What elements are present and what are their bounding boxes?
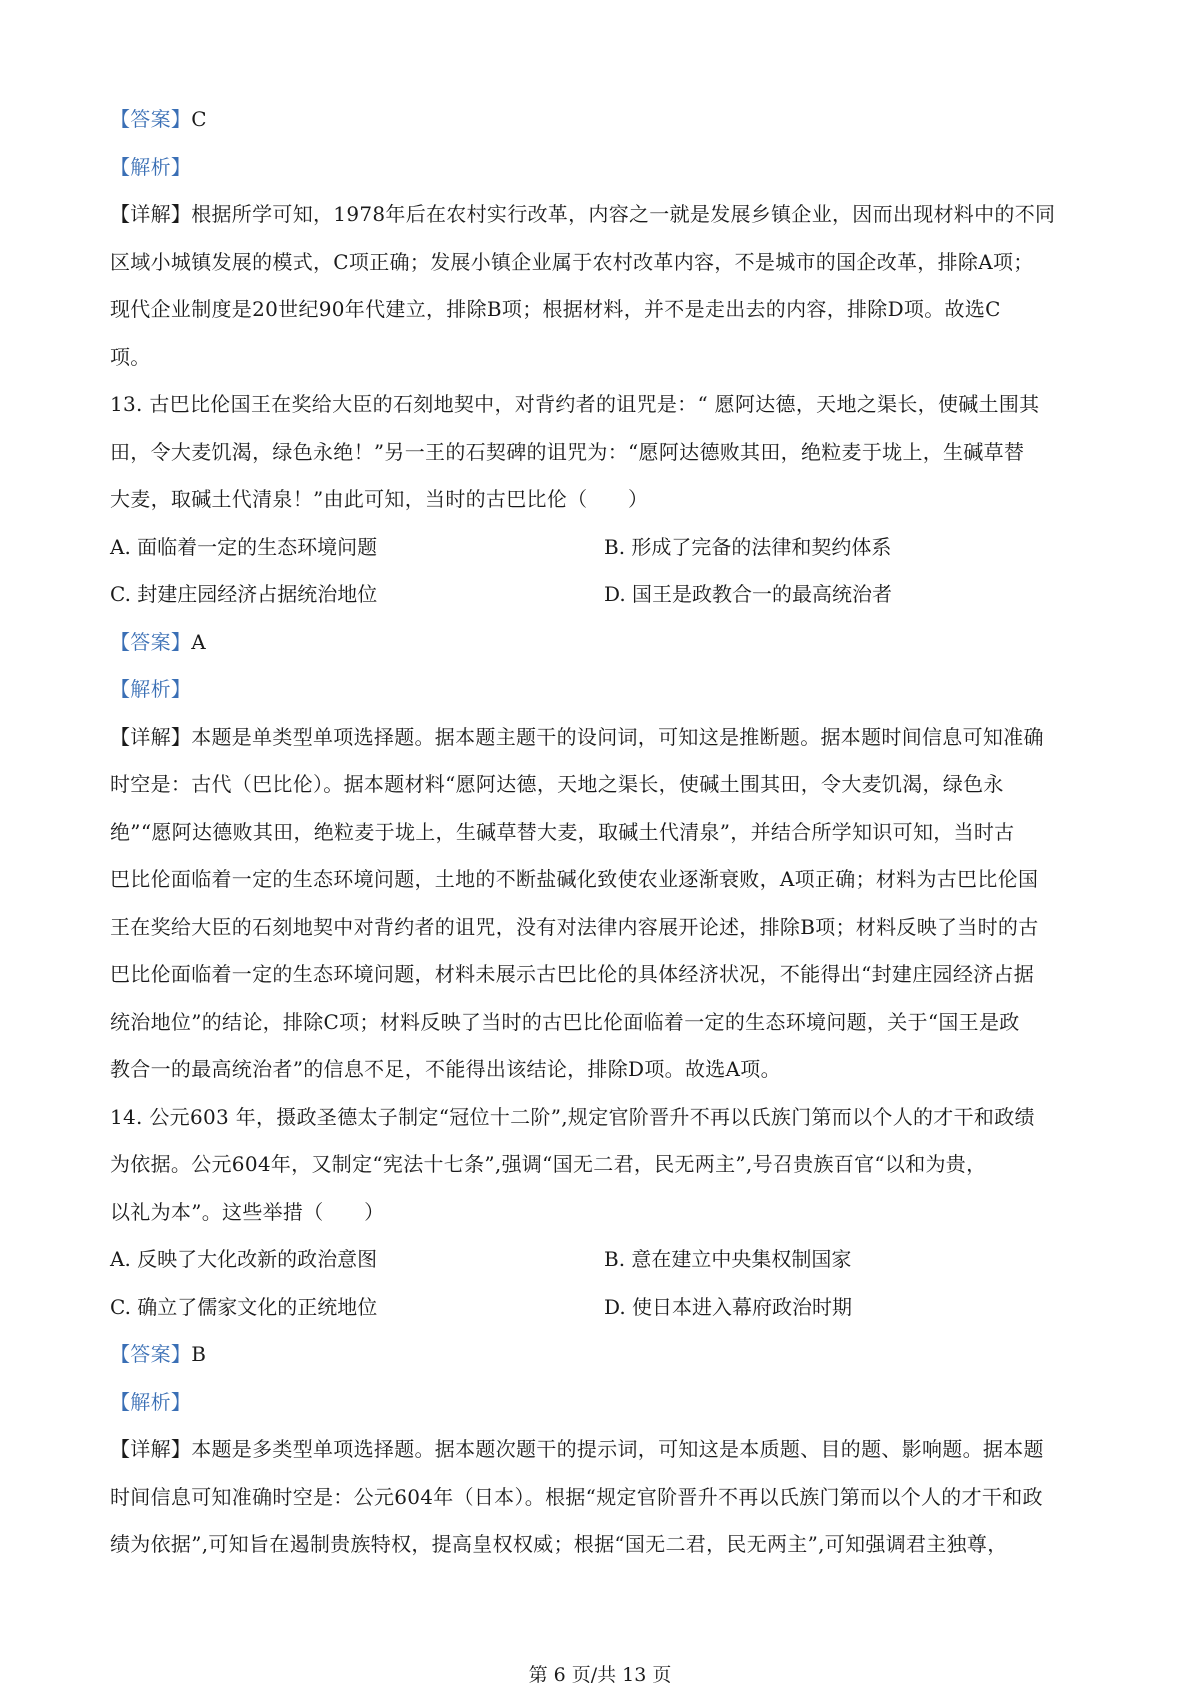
q13-answer xyxy=(110,619,1100,667)
q14-options-row-1 xyxy=(110,1236,1100,1284)
q12-detail-line-4: 项。 xyxy=(110,344,151,369)
answer-value: B xyxy=(191,1342,207,1366)
q13-stem-line-2: 田，令大麦饥渴，绿色永绝！”另一王的石契碑的诅咒为：“愿阿达德败其田，绝粒麦于垅上，生碱草替 xyxy=(110,439,1025,464)
page-number: 第 6 页/共 13 页 xyxy=(528,1664,672,1686)
q14-stem-line-3: 以礼为本”。这些举措（ ） xyxy=(110,1199,385,1224)
q13-detail-line-1 xyxy=(110,714,1100,762)
q14-stem-line-2: 为依据。公元604年，又制定“宪法十七条”,强调“国无二君，民无两主”,号召贵族百官“以和为贵， xyxy=(110,1152,987,1176)
detail-tag: 【详解】 xyxy=(110,724,192,749)
detail-text: 根据所学可知，1978年后在农村实行改革，内容之一就是发展乡镇企业，因而出现材料中的不同 xyxy=(191,202,1056,226)
q13-detail-line-4: 巴比伦面临着一定的生态环境问题，土地的不断盐碱化致使农业逐渐衰败，A项正确；材料为古巴比伦国 xyxy=(110,867,1039,891)
q13-detail-line-5: 王在奖给大臣的石刻地契中对背约者的诅咒，没有对法律内容展开论述，排除B项；材料反映了当时的古 xyxy=(110,914,1039,939)
q13-analysis xyxy=(110,666,1100,714)
q13-detail-line-6: 巴比伦面临着一定的生态环境问题，材料未展示古巴比伦的具体经济状况，不能得出“封建庄园经济占据 xyxy=(110,962,1035,986)
q13-detail-line-3: 绝”“愿阿达德败其田，绝粒麦于垅上，生碱草替大麦，取碱土代清泉”，并结合所学知识可知，当时古 xyxy=(110,819,1015,844)
detail-tag: 【详解】 xyxy=(110,1437,192,1461)
q14-options-row-2 xyxy=(110,1284,1100,1332)
answer-value: A xyxy=(191,629,206,654)
q13-stem-line-1: 13. 古巴比伦国王在奖给大臣的石刻地契中，对背约者的诅咒是：“ 愿阿达德，天地之渠长，使碱土围其 xyxy=(110,392,1040,416)
detail-text: 本题是多类型单项选择题。据本题次题干的提示词，可知这是本质题、目的题、影响题。据本题 xyxy=(191,1437,1044,1461)
q12-detail-line-1 xyxy=(110,191,1100,239)
q13-detail-line-2: 时空是：古代（巴比伦）。据本题材料“愿阿达德，天地之渠长，使碱土围其田，令大麦饥渴，绿色永 xyxy=(110,772,1004,796)
q14-answer xyxy=(110,1331,1100,1379)
q13-detail-line-8: 教合一的最高统治者”的信息不足，不能得出该结论，排除D项。故选A项。 xyxy=(110,1057,781,1081)
q14-detail-line-3: 绩为依据”,可知旨在遏制贵族特权，提高皇权权威；根据“国无二君，民无两主”,可知强调君主独尊， xyxy=(110,1532,1008,1556)
analysis-tag: 【解析】 xyxy=(110,677,192,701)
q14-detail-line-2: 时间信息可知准确时空是：公元604年（日本）。根据“规定官阶晋升不再以氏族门第而以个人的才干和政 xyxy=(110,1484,1043,1509)
q14-analysis xyxy=(110,1379,1100,1427)
q12-analysis xyxy=(110,144,1100,192)
q13-options-row-2 xyxy=(110,571,1100,619)
q13-detail-line-7: 统治地位”的结论，排除C项；材料反映了当时的古巴比伦面临着一定的生态环境问题，关于“国王是政 xyxy=(110,1009,1020,1034)
detail-tag: 【详解】 xyxy=(110,202,192,226)
q14-option-c: C. 确立了儒家文化的正统地位 xyxy=(110,1294,378,1319)
q13-stem-line-3: 大麦，取碱土代清泉！”由此可知，当时的古巴比伦（ ） xyxy=(110,487,649,511)
document-content xyxy=(110,96,1100,1569)
q14-option-a: A. 反映了大化改新的政治意图 xyxy=(110,1247,378,1271)
q13-option-b: B. 形成了完备的法律和契约体系 xyxy=(604,534,892,559)
q12-detail-line-2: 区域小城镇发展的模式，C项正确；发展小镇企业属于农村改革内容，不是城市的国企改革，排除A项； xyxy=(110,249,1034,274)
analysis-tag: 【解析】 xyxy=(110,154,192,179)
q13-options-row-1 xyxy=(110,524,1100,572)
q13-option-c: C. 封建庄园经济占据统治地位 xyxy=(110,582,378,606)
answer-tag: 【答案】 xyxy=(110,1342,192,1366)
answer-value: C xyxy=(191,107,207,131)
q14-stem-line-1: 14. 公元603 年，摄政圣德太子制定“冠位十二阶”,规定官阶晋升不再以氏族门第而以个人的才干和政绩 xyxy=(110,1104,1035,1129)
q13-option-d: D. 国王是政教合一的最高统治者 xyxy=(604,582,893,606)
detail-text: 本题是单类型单项选择题。据本题主题干的设问词，可知这是推断题。据本题时间信息可知准确 xyxy=(191,724,1044,749)
q12-answer xyxy=(110,96,1100,144)
q12-detail-line-3: 现代企业制度是20世纪90年代建立，排除B项；根据材料，并不是走出去的内容，排除D项。故选C xyxy=(110,297,1001,321)
q13-option-a: A. 面临着一定的生态环境问题 xyxy=(110,534,378,559)
q14-option-b: B. 意在建立中央集权制国家 xyxy=(604,1247,852,1271)
q14-option-d: D. 使日本进入幕府政治时期 xyxy=(604,1294,853,1319)
answer-tag: 【答案】 xyxy=(110,629,192,654)
answer-tag: 【答案】 xyxy=(110,107,192,131)
analysis-tag: 【解析】 xyxy=(110,1389,192,1414)
q14-detail-line-1 xyxy=(110,1426,1100,1474)
